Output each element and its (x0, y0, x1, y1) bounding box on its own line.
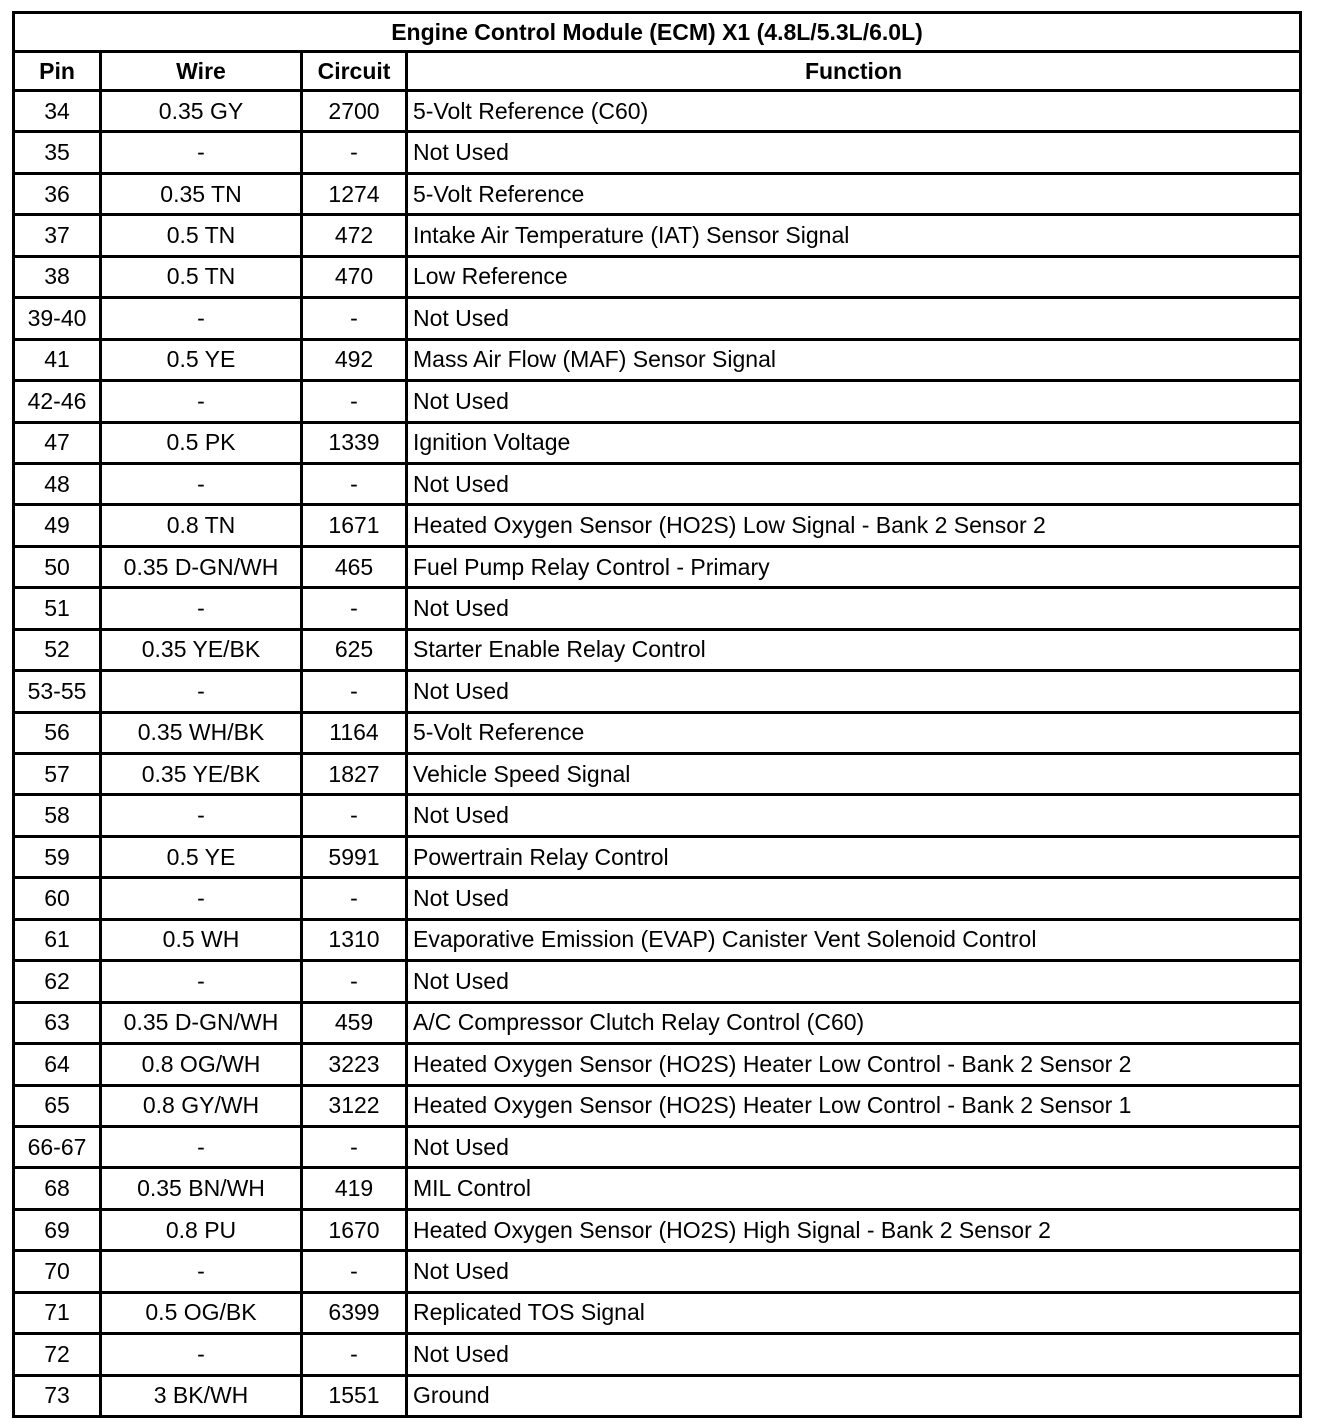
pin-cell: 59 (15, 838, 99, 876)
table-row (15, 714, 1299, 752)
pin-cell: 52 (15, 631, 99, 669)
function-cell: 5-Volt Reference (C60) (408, 92, 1299, 130)
circuit-cell: 1827 (303, 755, 405, 793)
table-row (15, 755, 1299, 793)
function-cell: Not Used (408, 465, 1299, 503)
table-row (15, 506, 1299, 544)
wire-cell: 0.35 BN/WH (102, 1169, 300, 1207)
table-row (15, 382, 1299, 420)
pin-cell: 69 (15, 1211, 99, 1249)
circuit-cell: - (303, 796, 405, 834)
function-cell: Not Used (408, 1335, 1299, 1373)
table-row (15, 921, 1299, 959)
table-row (15, 1004, 1299, 1042)
function-cell: Heated Oxygen Sensor (HO2S) High Signal - Bank 2 Sensor 2 (408, 1211, 1299, 1249)
wire-cell: - (102, 1128, 300, 1166)
table-row (15, 1335, 1299, 1373)
table-body (15, 92, 1299, 1415)
wire-cell: - (102, 1252, 300, 1290)
pin-cell: 49 (15, 506, 99, 544)
function-cell: Heated Oxygen Sensor (HO2S) Heater Low Control - Bank 2 Sensor 2 (408, 1045, 1299, 1083)
wire-cell: - (102, 299, 300, 337)
function-cell: Replicated TOS Signal (408, 1294, 1299, 1332)
table-row (15, 838, 1299, 876)
table-row (15, 341, 1299, 379)
function-cell: Ignition Voltage (408, 424, 1299, 462)
circuit-cell: 1339 (303, 424, 405, 462)
function-cell: 5-Volt Reference (408, 714, 1299, 752)
function-cell: Not Used (408, 796, 1299, 834)
wire-cell: - (102, 465, 300, 503)
wire-cell: 0.35 D-GN/WH (102, 548, 300, 586)
pin-cell: 35 (15, 133, 99, 171)
function-cell: Intake Air Temperature (IAT) Sensor Signal (408, 216, 1299, 254)
wire-cell: 0.5 TN (102, 216, 300, 254)
pin-cell: 70 (15, 1252, 99, 1290)
wire-cell: 0.35 YE/BK (102, 631, 300, 669)
circuit-cell: - (303, 672, 405, 710)
function-cell: A/C Compressor Clutch Relay Control (C60) (408, 1004, 1299, 1042)
pin-cell: 42-46 (15, 382, 99, 420)
circuit-cell: 1274 (303, 175, 405, 213)
circuit-cell: - (303, 382, 405, 420)
pin-cell: 60 (15, 879, 99, 917)
table-row (15, 92, 1299, 130)
table-row (15, 299, 1299, 337)
wire-cell: 0.35 TN (102, 175, 300, 213)
wire-cell: 0.5 WH (102, 921, 300, 959)
wire-cell: 0.5 PK (102, 424, 300, 462)
wire-cell: - (102, 962, 300, 1000)
wire-cell: 3 BK/WH (102, 1377, 300, 1415)
table-row (15, 962, 1299, 1000)
pin-cell: 68 (15, 1169, 99, 1207)
wire-cell: - (102, 382, 300, 420)
table-row (15, 1087, 1299, 1125)
pin-cell: 38 (15, 258, 99, 296)
function-cell: Ground (408, 1377, 1299, 1415)
pin-cell: 39-40 (15, 299, 99, 337)
function-cell: Not Used (408, 1252, 1299, 1290)
function-cell: Not Used (408, 879, 1299, 917)
function-cell: Fuel Pump Relay Control - Primary (408, 548, 1299, 586)
circuit-cell: - (303, 962, 405, 1000)
circuit-cell: 465 (303, 548, 405, 586)
column-header-pin: Pin (15, 53, 99, 89)
circuit-cell: 625 (303, 631, 405, 669)
function-cell: Powertrain Relay Control (408, 838, 1299, 876)
circuit-cell: 1671 (303, 506, 405, 544)
table-row (15, 465, 1299, 503)
table-row (15, 879, 1299, 917)
table-title: Engine Control Module (ECM) X1 (4.8L/5.3L/6.0L) (15, 14, 1299, 50)
wire-cell: 0.8 PU (102, 1211, 300, 1249)
function-cell: Not Used (408, 672, 1299, 710)
function-cell: Evaporative Emission (EVAP) Canister Vent Solenoid Control (408, 921, 1299, 959)
wire-cell: - (102, 589, 300, 627)
wire-cell: 0.5 TN (102, 258, 300, 296)
function-cell: Vehicle Speed Signal (408, 755, 1299, 793)
table-row (15, 1169, 1299, 1207)
table-title-row (15, 14, 1299, 50)
wire-cell: 0.5 OG/BK (102, 1294, 300, 1332)
pin-cell: 50 (15, 548, 99, 586)
function-cell: Not Used (408, 133, 1299, 171)
function-cell: Not Used (408, 382, 1299, 420)
pin-cell: 64 (15, 1045, 99, 1083)
column-header-row (15, 53, 1299, 89)
pin-cell: 47 (15, 424, 99, 462)
circuit-cell: - (303, 1128, 405, 1166)
wire-cell: - (102, 796, 300, 834)
wire-cell: - (102, 672, 300, 710)
table-row (15, 796, 1299, 834)
circuit-cell: 492 (303, 341, 405, 379)
function-cell: MIL Control (408, 1169, 1299, 1207)
circuit-cell: 419 (303, 1169, 405, 1207)
wire-cell: 0.35 D-GN/WH (102, 1004, 300, 1042)
wire-cell: - (102, 879, 300, 917)
table-row (15, 175, 1299, 213)
table-row (15, 1252, 1299, 1290)
pin-cell: 53-55 (15, 672, 99, 710)
table-row (15, 1377, 1299, 1415)
table-row (15, 548, 1299, 586)
circuit-cell: - (303, 133, 405, 171)
wire-cell: 0.35 YE/BK (102, 755, 300, 793)
circuit-cell: 3122 (303, 1087, 405, 1125)
function-cell: Heated Oxygen Sensor (HO2S) Heater Low Control - Bank 2 Sensor 1 (408, 1087, 1299, 1125)
pin-cell: 66-67 (15, 1128, 99, 1166)
function-cell: Mass Air Flow (MAF) Sensor Signal (408, 341, 1299, 379)
circuit-cell: 1670 (303, 1211, 405, 1249)
circuit-cell: - (303, 879, 405, 917)
table-row (15, 1211, 1299, 1249)
circuit-cell: 470 (303, 258, 405, 296)
function-cell: 5-Volt Reference (408, 175, 1299, 213)
circuit-cell: - (303, 1252, 405, 1290)
table-row (15, 216, 1299, 254)
table-row (15, 631, 1299, 669)
pin-cell: 34 (15, 92, 99, 130)
circuit-cell: - (303, 589, 405, 627)
pin-cell: 37 (15, 216, 99, 254)
pin-cell: 62 (15, 962, 99, 1000)
ecm-connector-pinout-table (12, 11, 1302, 1418)
circuit-cell: 3223 (303, 1045, 405, 1083)
pin-cell: 61 (15, 921, 99, 959)
circuit-cell: - (303, 1335, 405, 1373)
circuit-cell: 472 (303, 216, 405, 254)
pin-cell: 36 (15, 175, 99, 213)
wire-cell: 0.8 TN (102, 506, 300, 544)
wire-cell: 0.8 OG/WH (102, 1045, 300, 1083)
column-header-wire: Wire (102, 53, 300, 89)
table-row (15, 1045, 1299, 1083)
pin-cell: 51 (15, 589, 99, 627)
pin-cell: 56 (15, 714, 99, 752)
column-header-circuit: Circuit (303, 53, 405, 89)
circuit-cell: 459 (303, 1004, 405, 1042)
wire-cell: 0.5 YE (102, 341, 300, 379)
circuit-cell: 1310 (303, 921, 405, 959)
wire-cell: 0.35 GY (102, 92, 300, 130)
table-row (15, 133, 1299, 171)
pin-cell: 41 (15, 341, 99, 379)
wire-cell: - (102, 1335, 300, 1373)
wire-cell: - (102, 133, 300, 171)
pin-cell: 65 (15, 1087, 99, 1125)
pin-cell: 58 (15, 796, 99, 834)
circuit-cell: 2700 (303, 92, 405, 130)
table-row (15, 258, 1299, 296)
table-row (15, 1294, 1299, 1332)
function-cell: Low Reference (408, 258, 1299, 296)
table-row (15, 424, 1299, 462)
pin-cell: 48 (15, 465, 99, 503)
function-cell: Starter Enable Relay Control (408, 631, 1299, 669)
wire-cell: 0.35 WH/BK (102, 714, 300, 752)
column-header-function: Function (408, 53, 1299, 89)
function-cell: Not Used (408, 589, 1299, 627)
table-row (15, 589, 1299, 627)
pin-cell: 63 (15, 1004, 99, 1042)
wire-cell: 0.5 YE (102, 838, 300, 876)
function-cell: Not Used (408, 962, 1299, 1000)
pin-cell: 73 (15, 1377, 99, 1415)
circuit-cell: 6399 (303, 1294, 405, 1332)
circuit-cell: 1164 (303, 714, 405, 752)
pinout-table-frame (12, 11, 1302, 1418)
circuit-cell: 5991 (303, 838, 405, 876)
wire-cell: 0.8 GY/WH (102, 1087, 300, 1125)
table-row (15, 672, 1299, 710)
function-cell: Not Used (408, 299, 1299, 337)
circuit-cell: 1551 (303, 1377, 405, 1415)
pin-cell: 57 (15, 755, 99, 793)
circuit-cell: - (303, 299, 405, 337)
pin-cell: 72 (15, 1335, 99, 1373)
function-cell: Not Used (408, 1128, 1299, 1166)
pin-cell: 71 (15, 1294, 99, 1332)
table-row (15, 1128, 1299, 1166)
circuit-cell: - (303, 465, 405, 503)
function-cell: Heated Oxygen Sensor (HO2S) Low Signal - Bank 2 Sensor 2 (408, 506, 1299, 544)
